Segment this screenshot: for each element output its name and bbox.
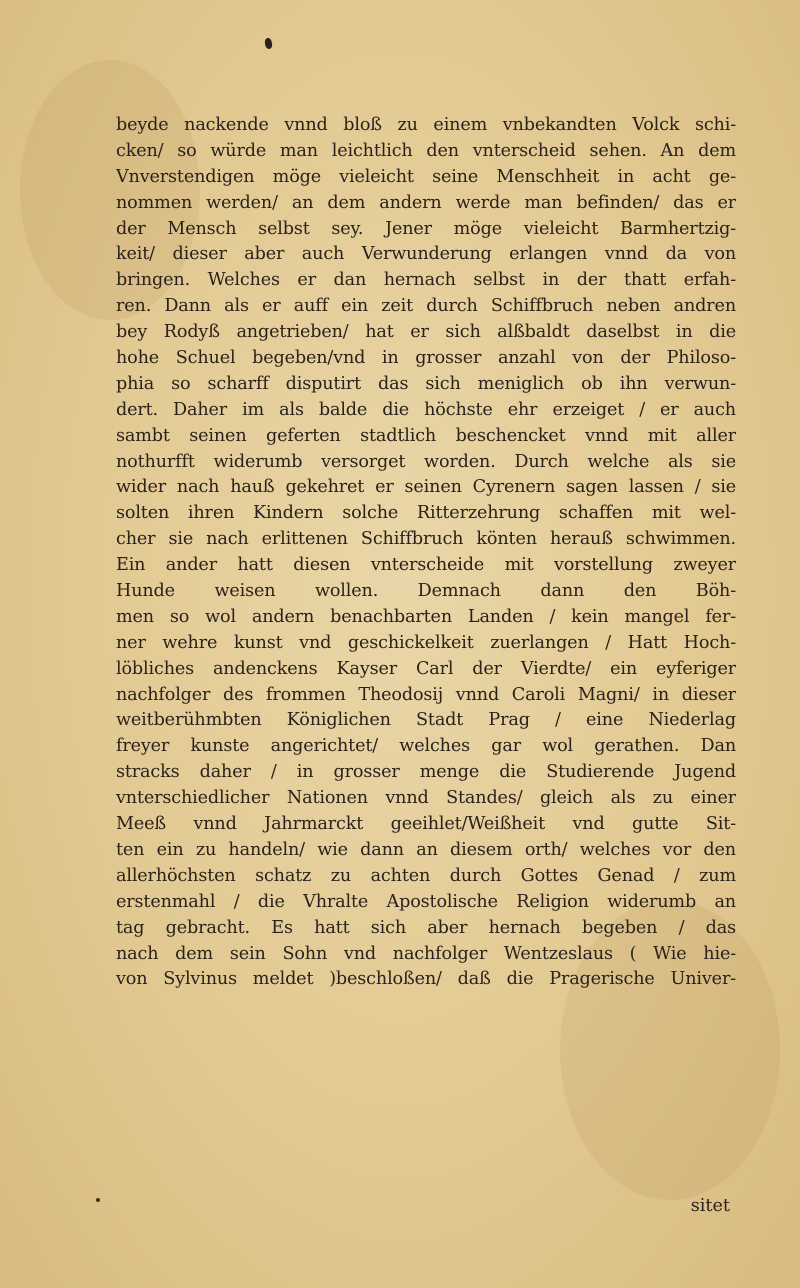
text-line: keit/ dieser aber auch Verwunderung erlangen vnnd da von (116, 244, 736, 265)
text-line: bringen. Welches er dan hernach selbst in der thatt erfah- (116, 270, 736, 291)
text-line: erstenmahl / die Vhralte Apostolische Religion widerumb an (116, 891, 736, 912)
text-line: weitberühmbten Königlichen Stadt Prag / eine Niederlag (116, 710, 736, 731)
text-line: Vnverstendigen möge vieleicht seine Menschheit in acht ge- (116, 166, 736, 187)
text-line: beyde nackende vnnd bloß zu einem vnbekandten Volck schi- (116, 115, 736, 135)
text-line: nothurfft widerumb versorget worden. Durch welche als sie (116, 451, 736, 472)
text-line: nommen werden/ an dem andern werde man befinden/ das er (116, 192, 736, 213)
text-line: ner wehre kunst vnd geschickelkeit zuerlangen / Hatt Hoch- (116, 632, 736, 653)
text-line: wider nach hauß gekehret er seinen Cyrenern sagen lassen / sie (116, 477, 736, 498)
text-line: Meeß vnnd Jahrmarckt geeihlet/Weißheit vnd gutte Sit- (116, 814, 736, 835)
text-line: solten ihren Kindern solche Ritterzehrung schaffen mit wel- (116, 503, 736, 524)
text-line: löbliches andenckens Kayser Carl der Vierdte/ ein eyferiger (116, 658, 736, 679)
text-line: Ein ander hatt diesen vnterscheide mit vorstellung zweyer (116, 555, 736, 576)
text-line: dert. Daher im als balde die höchste ehr erzeiget / er auch (116, 399, 736, 420)
text-line: ten ein zu handeln/ wie dann an diesem orth/ welches vor den (116, 839, 736, 860)
ink-blot (264, 37, 273, 49)
text-line: von Sylvinus meldet )beschloßen/ daß die Pragerische Univer- (116, 969, 736, 990)
text-line: nach dem sein Sohn vnd nachfolger Wentzeslaus ( Wie hie- (116, 943, 736, 964)
body-text (116, 113, 736, 993)
text-line: Hunde weisen wollen. Demnach dann den Böh- (116, 581, 736, 602)
text-line: nachfolger des frommen Theodosij vnnd Caroli Magni/ in dieser (116, 684, 736, 705)
text-line: cken/ so würde man leichtlich den vnterscheid sehen. An dem (116, 140, 736, 161)
text-line: allerhöchsten schatz zu achten durch Gottes Genad / zum (116, 865, 736, 886)
margin-mark (96, 1198, 100, 1202)
catchword: sitet (690, 1196, 730, 1216)
text-line: freyer kunste angerichtet/ welches gar wol gerathen. Dan (116, 736, 736, 757)
text-line: bey Rodyß angetrieben/ hat er sich alßbaldt daselbst in die (116, 322, 736, 343)
text-line: ren. Dann als er auff ein zeit durch Schiffbruch neben andren (116, 296, 736, 317)
text-line: sambt seinen geferten stadtlich beschencket vnnd mit aller (116, 425, 736, 446)
text-line: cher sie nach erlittenen Schiffbruch könten herauß schwimmen. (116, 529, 736, 550)
text-line: men so wol andern benachbarten Landen / kein mangel fer- (116, 606, 736, 627)
text-line: vnterschiedlicher Nationen vnnd Standes/ gleich als zu einer (116, 788, 736, 809)
text-line: der Mensch selbst sey. Jener möge vieleicht Barmhertzig- (116, 218, 736, 239)
text-line: stracks daher / in grosser menge die Studierende Jugend (116, 762, 736, 783)
text-line: hohe Schuel begeben/vnd in grosser anzahl von der Philoso- (116, 348, 736, 369)
text-line: tag gebracht. Es hatt sich aber hernach begeben / das (116, 917, 736, 938)
text-line: phia so scharff disputirt das sich meniglich ob ihn verwun- (116, 373, 736, 394)
